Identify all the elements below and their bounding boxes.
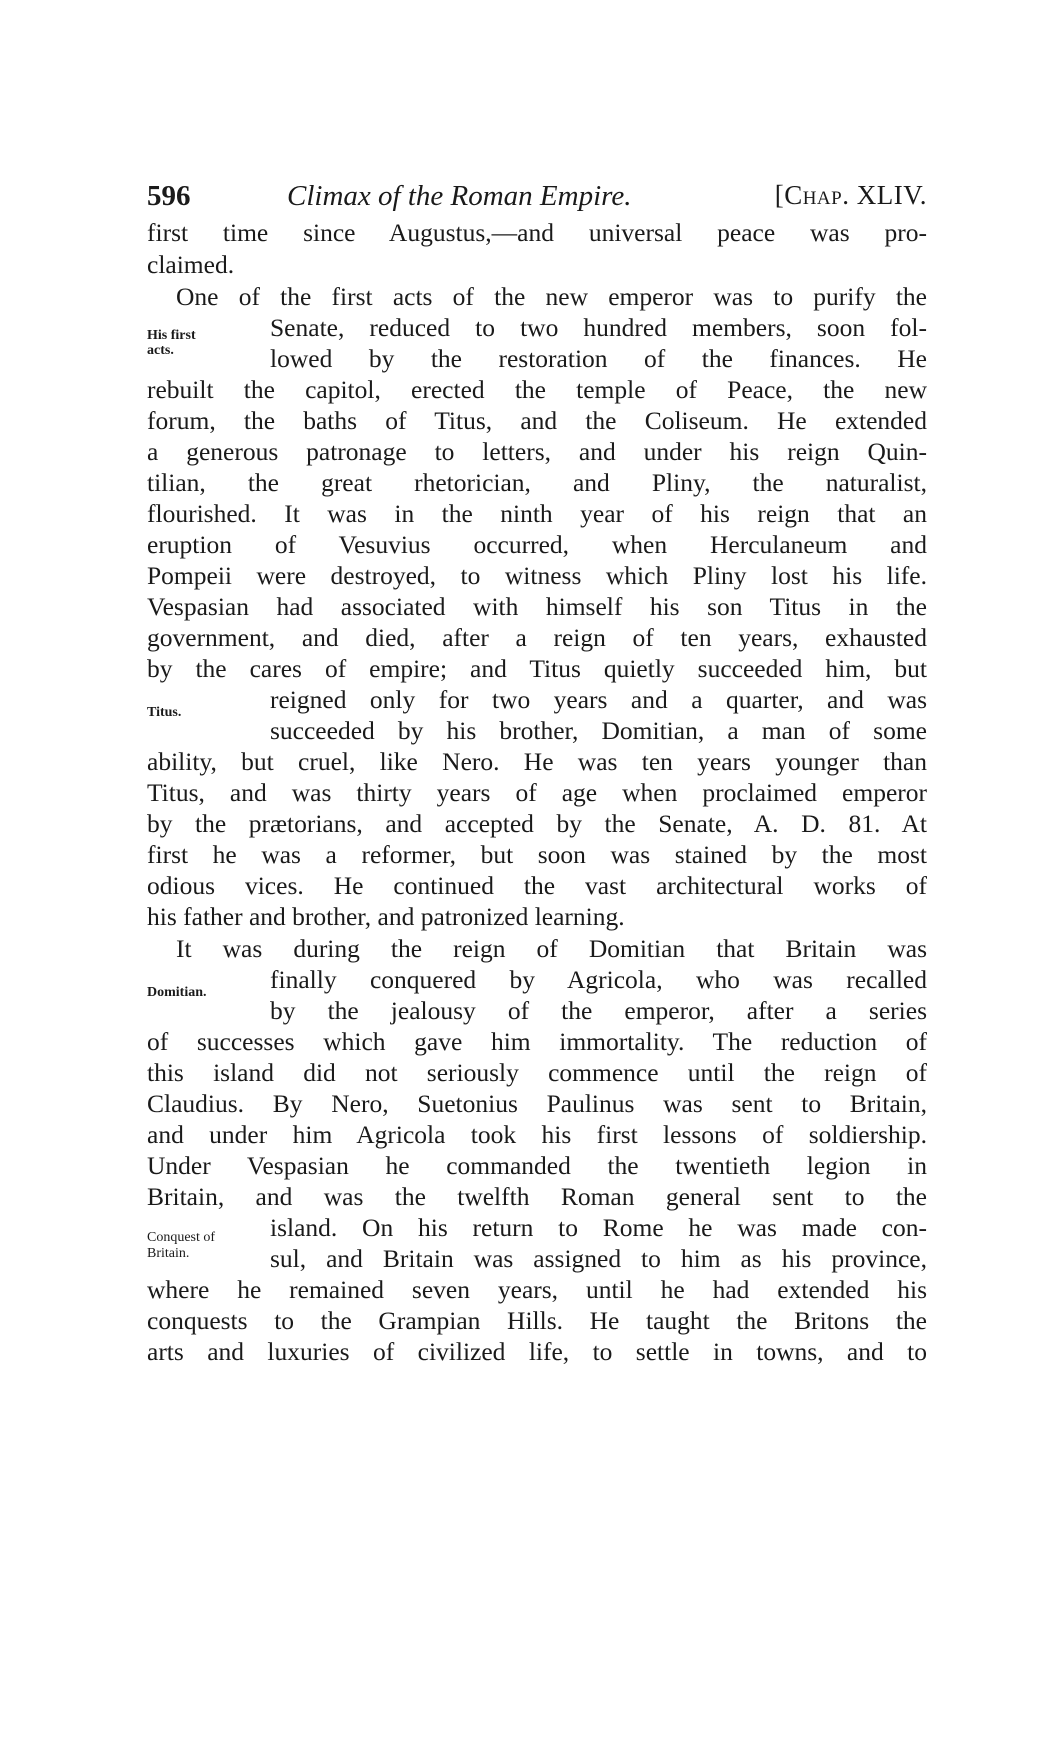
text-line: Titus, and was thirty years of age when proclaimed emperor bbox=[147, 778, 927, 807]
text-line: reigned only for two years and a quarter, and was bbox=[270, 685, 927, 714]
text-line: flourished. It was in the ninth year of his reign that an bbox=[147, 499, 927, 528]
text-line: tilian, the great rhetorician, and Pliny, the naturalist, bbox=[147, 468, 927, 497]
chapter-label: Chap bbox=[784, 180, 843, 210]
text-line: rebuilt the capitol, erected the temple of Peace, the new bbox=[147, 375, 927, 404]
text-line: where he remained seven years, until he had extended his bbox=[147, 1275, 927, 1304]
text-line: sul, and Britain was assigned to him as his province, bbox=[270, 1244, 927, 1273]
text-line: Senate, reduced to two hundred members, soon fol- bbox=[270, 313, 927, 342]
text-line: succeeded by his brother, Domitian, a man of some bbox=[270, 716, 927, 745]
text-line: finally conquered by Agricola, who was recalled bbox=[270, 965, 927, 994]
text-line: conquests to the Grampian Hills. He taught the Britons the bbox=[147, 1306, 927, 1335]
text-line: by the cares of empire; and Titus quietly succeeded him, but bbox=[147, 654, 927, 683]
text-line: One of the first acts of the new emperor was to purify the bbox=[176, 282, 927, 311]
text-line: ability, but cruel, like Nero. He was ten years younger than bbox=[147, 747, 927, 776]
text-line: Britain, and was the twelfth Roman general sent to the bbox=[147, 1182, 927, 1211]
text-line: forum, the baths of Titus, and the Coliseum. He extended bbox=[147, 406, 927, 435]
text-line: Under Vespasian he commanded the twentieth legion in bbox=[147, 1151, 927, 1180]
text-line: Vespasian had associated with himself his son Titus in the bbox=[147, 592, 927, 621]
chapter-prefix: [ bbox=[774, 180, 785, 210]
sidenote-his-first-acts-cont: acts. bbox=[147, 343, 174, 358]
text-line: lowed by the restoration of the finances. He bbox=[270, 344, 927, 373]
chapter-number: . XLIV. bbox=[842, 180, 927, 210]
text-line: his father and brother, and patronized learning. bbox=[147, 902, 625, 931]
sidenote-his-first-acts: His first bbox=[147, 328, 196, 343]
sidenote-conquest-cont: Britain. bbox=[147, 1246, 190, 1261]
text-line: by the jealousy of the emperor, after a series bbox=[270, 996, 927, 1025]
text-line: eruption of Vesuvius occurred, when Herculaneum and bbox=[147, 530, 927, 559]
text-line: this island did not seriously commence until the reign of bbox=[147, 1058, 927, 1087]
text-line: first he was a reformer, but soon was stained by the most bbox=[147, 840, 927, 869]
text-line: Claudius. By Nero, Suetonius Paulinus was sent to Britain, bbox=[147, 1089, 927, 1118]
page-number: 596 bbox=[147, 180, 191, 212]
text-line: It was during the reign of Domitian that Britain was bbox=[176, 934, 927, 963]
sidenote-domitian: Domitian. bbox=[147, 985, 207, 1000]
text-line: and under him Agricola took his first lessons of soldiership. bbox=[147, 1120, 927, 1149]
running-title: Climax of the Roman Empire. bbox=[287, 180, 632, 212]
sidenote-conquest: Conquest of bbox=[147, 1230, 216, 1245]
text-line: arts and luxuries of civilized life, to settle in towns, and to bbox=[147, 1337, 927, 1366]
text-line: first time since Augustus,—and universal peace was pro- bbox=[147, 218, 927, 247]
text-line: a generous patronage to letters, and under his reign Quin- bbox=[147, 437, 927, 466]
text-line: government, and died, after a reign of ten years, exhausted bbox=[147, 623, 927, 652]
text-line: odious vices. He continued the vast architectural works of bbox=[147, 871, 927, 900]
text-line: of successes which gave him immortality. The reduction of bbox=[147, 1027, 927, 1056]
text-line: by the prætorians, and accepted by the Senate, A. D. 81. At bbox=[147, 809, 927, 838]
text-line: Pompeii were destroyed, to witness which Pliny lost his life. bbox=[147, 561, 927, 590]
sidenote-titus: Titus. bbox=[147, 705, 182, 720]
text-line: claimed. bbox=[147, 250, 235, 279]
text-line: island. On his return to Rome he was made con- bbox=[270, 1213, 927, 1242]
